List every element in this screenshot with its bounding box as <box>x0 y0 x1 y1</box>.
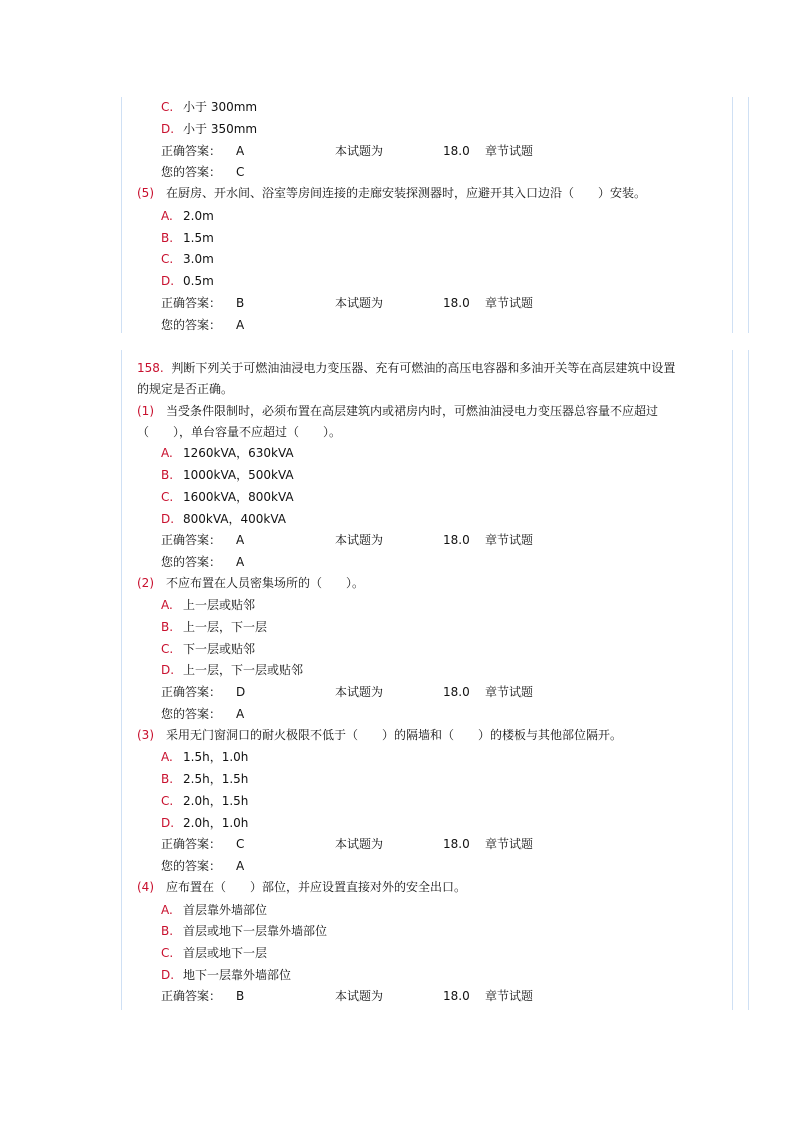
question-1: (1) 当受条件限制时，必须布置在高层建筑内或裙房内时，可燃油油浸电力变压器总容量不应超过 <box>137 404 659 418</box>
answer-row: 正确答案： B 本试题为 18.0 章节试题 <box>161 989 534 1003</box>
question-2: (2) 不应布置在人员密集场所的（ ）。 <box>137 576 365 590</box>
your-answer-row: 您的答案： A <box>161 707 245 721</box>
question-4: (4) 应布置在（ ）部位，并应设置直接对外的安全出口。 <box>137 880 467 894</box>
option-c[interactable]: C. 3.0m <box>161 252 214 266</box>
right-border-bottom-outer <box>748 350 749 1010</box>
option-b[interactable]: B. 1000kVA，500kVA <box>161 468 294 482</box>
answer-row: 正确答案： D 本试题为 18.0 章节试题 <box>161 685 534 699</box>
option-c[interactable]: C. 2.0h，1.5h <box>161 794 249 808</box>
option-d[interactable]: D. 上一层，下一层或贴邻 <box>161 663 304 677</box>
question-3: (3) 采用无门窗洞口的耐火极限不低于（ ）的隔墙和（ ）的楼板与其他部位隔开。 <box>137 728 623 742</box>
right-border-top-outer <box>748 97 749 333</box>
your-answer-row: 您的答案： A <box>161 555 245 569</box>
your-answer-row: 您的答案： A <box>161 318 245 332</box>
option-a[interactable]: A. 1260kVA，630kVA <box>161 446 294 460</box>
option-b[interactable]: B. 1.5m <box>161 231 214 245</box>
option-a[interactable]: A. 2.0m <box>161 209 214 223</box>
option-d[interactable]: D. 2.0h，1.0h <box>161 816 249 830</box>
option-b[interactable]: B. 首层或地下一层靠外墙部位 <box>161 924 328 938</box>
option-d[interactable]: D. 800kVA，400kVA <box>161 512 287 526</box>
option-c[interactable]: C. 小于 300mm <box>161 100 258 114</box>
option-d[interactable]: D. 0.5m <box>161 274 214 288</box>
option-c[interactable]: C. 下一层或贴邻 <box>161 642 256 656</box>
your-answer-row: 您的答案： C <box>161 165 245 179</box>
answer-row: 正确答案： C 本试题为 18.0 章节试题 <box>161 837 534 851</box>
left-border-top <box>121 97 122 333</box>
option-a[interactable]: A. 上一层或贴邻 <box>161 598 256 612</box>
right-border-top <box>732 97 733 333</box>
question-158-title: 158. 判断下列关于可燃油油浸电力变压器、充有可燃油的高压电容器和多油开关等在高层建筑中设置 <box>137 361 676 375</box>
answer-row: 正确答案： A 本试题为 18.0 章节试题 <box>161 533 534 547</box>
your-answer-row: 您的答案： A <box>161 859 245 873</box>
question-158-title-cont: 的规定是否正确。 <box>137 382 234 396</box>
left-border-bottom <box>121 350 122 1010</box>
option-c[interactable]: C. 首层或地下一层 <box>161 946 268 960</box>
question-1-cont: （ ），单台容量不应超过（ ）。 <box>137 425 342 439</box>
question-5: (5) 在厨房、开水间、浴室等房间连接的走廊安装探测器时，应避开其入口边沿（ ）安装。 <box>137 186 647 200</box>
option-d[interactable]: D. 小于 350mm <box>161 122 258 136</box>
option-b[interactable]: B. 上一层，下一层 <box>161 620 268 634</box>
option-a[interactable]: A. 1.5h，1.0h <box>161 750 249 764</box>
answer-row: 正确答案： A 本试题为 18.0 章节试题 <box>161 144 534 158</box>
option-c[interactable]: C. 1600kVA，800kVA <box>161 490 294 504</box>
option-a[interactable]: A. 首层靠外墙部位 <box>161 903 268 917</box>
option-b[interactable]: B. 2.5h，1.5h <box>161 772 249 786</box>
right-border-bottom <box>732 350 733 1010</box>
option-d[interactable]: D. 地下一层靠外墙部位 <box>161 968 292 982</box>
answer-row: 正确答案： B 本试题为 18.0 章节试题 <box>161 296 534 310</box>
